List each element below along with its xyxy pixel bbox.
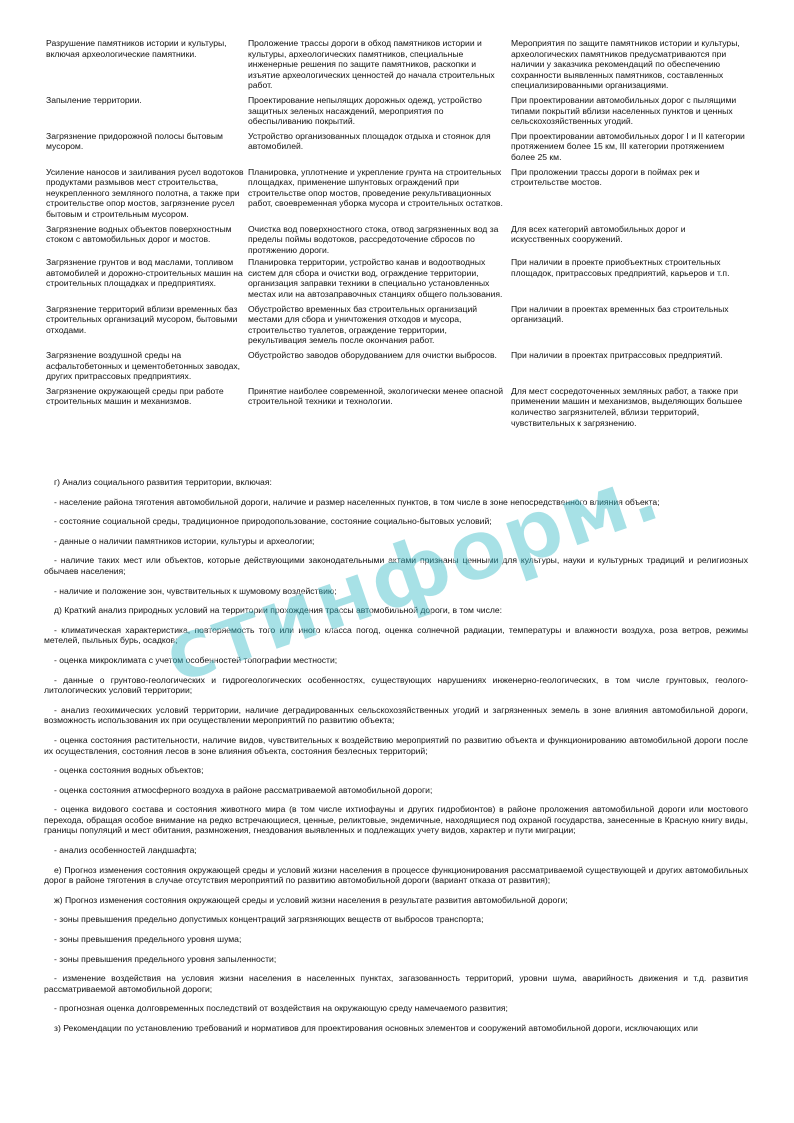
table-cell-condition: При наличии в проекте приобъектных строительных площадок, притрассовых предприятий, карьеров и т.п. bbox=[511, 257, 730, 278]
table-row bbox=[44, 350, 748, 386]
table-row bbox=[44, 38, 748, 95]
paragraph: - прогнозная оценка долговременных последствий от воздействия на окружающую среду намечаемого развития; bbox=[54, 1003, 508, 1014]
table-cell-condition: Мероприятия по защите памятников истории и культуры, археологических памятников предусматриваются при наличии у заказчика рекомендаций по обеспечению сохранности выявленных памятников, составленных специализированными организациями. bbox=[511, 38, 740, 91]
table-row bbox=[44, 95, 748, 131]
paragraph: - наличие и положение зон, чувствительных к шумовому воздействию; bbox=[54, 585, 337, 596]
table-cell-condition: При проложении трассы дороги в поймах рек и строительстве мостов. bbox=[511, 166, 700, 188]
paragraph: - климатическая характеристика, повторяемость того или иного класса погод, оценка солнечной радиации, температуры и влажности воздуха, роза ветров, режимы метелей, пыльных бурь, осадков; bbox=[44, 624, 748, 646]
table-cell-measure: Проложение трассы дороги в обход памятников истории и культуры, археологических памятников, специальные инженерные решения по защите памятников, раскопки и изъятие археологических ценностей до начала строительных работ. bbox=[248, 38, 495, 91]
paragraph: г) Анализ социального развития территории, включая: bbox=[54, 477, 272, 487]
table-cell-impact: Загрязнение грунтов и вод маслами, топливом автомобилей и дорожно-строительных машин на строительных площадках и предприятиях. bbox=[46, 257, 243, 289]
table-body bbox=[44, 38, 748, 432]
table-cell-measure: Планировка, уплотнение и укрепление грунта на строительных площадках, применение шпунтовых ограждений при строительстве опор мостов, проведение рекультивационных работ, своевременная уборка мусора и строительных остатков. bbox=[248, 166, 503, 209]
paragraph: - анализ особенностей ландшафта; bbox=[54, 845, 197, 856]
paragraph: - оценка видового состава и состояния животного мира (в том числе ихтиофауны и других гидробионтов) в районе проложения автомобильной дороги или мостового перехода, обращая особое внимание на редко встречающиеся, ценные, реликтовые, эндемичные, находящиеся под охраной государства, занесенные в Красную книгу виды, границы популяций и мест обитания, размножения, гнездования выявленных и подлежащих учету видов, характер и пути миграции; bbox=[44, 804, 748, 836]
paragraph: - оценка состояния растительности, наличие видов, чувствительных к воздействию мероприятий по развитию объекта и функционированию автомобильной дороги после их осуществления, состояния лесов в зоне влияния объекта, состояния безлесных территорий; bbox=[44, 734, 748, 756]
paragraph: - анализ геохимических условий территории, наличие деградированных сельскохозяйственных угодий и загрязненных земель в зоне влияния автомобильной дороги, возможность использования их при осуществлении мероприятий по развитию объекта; bbox=[44, 704, 748, 726]
paragraph: - оценка состояния атмосферного воздуха в районе рассматриваемой автомобильной дороги; bbox=[54, 784, 433, 795]
paragraph: - данные о грунтово-геологических и гидрогеологических особенностях, существующих нарушениях инженерно-геологических, в том числе грунтовых, геолого-литологических условий территории; bbox=[44, 674, 748, 696]
table-cell-impact: Загрязнение воздушной среды на асфальтобетонных и цементобетонных заводах, других притрассовых предприятиях. bbox=[46, 350, 241, 382]
table-cell-condition: Для мест сосредоточенных земляных работ, а также при применении машин и механизмов, выделяющих большее количество загрязнителей, вблизи территорий, чувствительных к загрязнению. bbox=[511, 385, 743, 428]
table-cell-impact: Запыление территории. bbox=[46, 94, 142, 105]
table-cell-condition: При наличии в проектах временных баз строительных организаций. bbox=[511, 303, 729, 325]
table-cell-impact: Разрушение памятников истории и культуры, включая археологические памятники. bbox=[46, 38, 227, 59]
paragraph: - зоны превышения предельного уровня запыленности; bbox=[54, 953, 277, 964]
table-row bbox=[44, 167, 748, 224]
table-cell-measure: Обустройство заводов оборудованием для очистки выбросов. bbox=[248, 350, 497, 361]
paragraph: е) Прогноз изменения состояния окружающей среды и условий жизни населения в процессе функционирования рассматриваемой существующей и других автомобильных дорог в районе тяготения в случае отсутствия мероприятий по развитию автомобильной дороги (вариант отказа от развития); bbox=[44, 864, 748, 886]
paragraph: д) Краткий анализ природных условий на территории прохождения трассы автомобильной дороги, в том числе: bbox=[54, 605, 503, 616]
table-cell-measure: Очистка вод поверхностного стока, отвод загрязненных вод за пределы поймы водотоков, рассредоточение сбросов по протяжению дороги. bbox=[248, 223, 499, 255]
paragraph: - зоны превышения предельно допустимых концентраций загрязняющих веществ от выбросов транспорта; bbox=[54, 914, 484, 925]
table-cell-impact: Усиление наносов и заиливания русел водотоков продуктами размывов мест строительства, неукрепленного земляного полотна, а также при строительстве опор мостов, загрязнение русел бытовым и строительным мусором. bbox=[46, 166, 244, 219]
paragraph: - население района тяготения автомобильной дороги, наличие и размер населенных пунктов, в том числе в зоне непосредственного влияния объекта; bbox=[54, 496, 660, 507]
table-row bbox=[44, 257, 748, 303]
paragraph: - оценка состояния водных объектов; bbox=[54, 765, 204, 776]
table-row bbox=[44, 304, 748, 350]
table-cell-impact: Загрязнение водных объектов поверхностным стоком с автомобильных дорог и мостов. bbox=[46, 223, 232, 245]
paragraph: - данные о наличии памятников истории, культуры и археологии; bbox=[54, 535, 315, 546]
table-cell-impact: Загрязнение территорий вблизи временных баз строительных организаций мусором, бытовыми отходами. bbox=[46, 303, 238, 335]
paragraph: - зоны превышения предельного уровня шума; bbox=[54, 934, 242, 945]
table-cell-condition: Для всех категорий автомобильных дорог и искусственных сооружений. bbox=[511, 223, 686, 245]
table-cell-measure: Обустройство временных баз строительных организаций местами для сбора и уничтожения отходов и мусора, строительство туалетов, ограждение территории, рекультивация земель после окончания работ. bbox=[248, 303, 478, 346]
table-cell-condition: При проектировании автомобильных дорог с пылящими типами покрытий вблизи населенных пунктов и ценных сельскохозяйственных угодий. bbox=[511, 94, 737, 127]
table-cell-measure: Устройство организованных площадок отдыха и стоянок для автомобилей. bbox=[248, 130, 491, 152]
table-cell-measure: Планировка территории, устройство канав и водоотводных систем для сбора и очистки вод, ограждение территории, организация заправки техники в специально установленных местах или на автозаправочных станциях общего пользования. bbox=[248, 257, 503, 300]
paragraph: - состояние социальной среды, традиционное природопользование, состояние социально-бытовых условий; bbox=[54, 516, 492, 527]
svg-text:гостинформ.ru: гостинформ.ru bbox=[126, 409, 694, 737]
paragraph: - наличие таких мест или объектов, которые действующими законодательными актами признаны ценными для культуры, науки и культурных традиций и религиозных обычаев населения; bbox=[44, 555, 748, 576]
table-cell-condition: При наличии в проектах притрассовых предприятий. bbox=[511, 350, 723, 361]
paragraph: з) Рекомендации по установлению требований и нормативов для проектирования основных элементов и сооружений автомобильной дороги, исключающих или bbox=[54, 1023, 698, 1033]
impact-measures-table bbox=[44, 38, 748, 432]
paragraph: - оценка микроклимата с учетом особенностей топографии местности; bbox=[54, 654, 338, 665]
table-cell-impact: Загрязнение окружающей среды при работе строительных машин и механизмов. bbox=[46, 385, 224, 407]
table-row bbox=[44, 224, 748, 258]
table-cell-measure: Принятие наиболее современной, экологически менее опасной строительной техники и технологии. bbox=[248, 385, 504, 407]
paragraph: - изменение воздействия на условия жизни населения в населенных пунктах, загазованность территорий, уровни шума, аварийность движения и т.д. развития рассматриваемой автомобильной дороги; bbox=[44, 973, 748, 994]
body-text bbox=[44, 477, 748, 1043]
table-cell-measure: Проектирование непылящих дорожных одежд, устройство защитных зеленых насаждений, мероприятия по обеспыливанию покрытий. bbox=[248, 94, 482, 127]
table-cell-condition: При проектировании автомобильных дорог I и II категории протяжением более 15 км, III категории протяжением более 25 км. bbox=[511, 130, 745, 162]
paragraph: ж) Прогноз изменения состояния окружающей среды и условий жизни населения в результате развития автомобильной дороги; bbox=[54, 894, 568, 905]
table-row bbox=[44, 131, 748, 167]
table-cell-impact: Загрязнение придорожной полосы бытовым мусором. bbox=[46, 130, 223, 152]
table-row bbox=[44, 386, 748, 432]
